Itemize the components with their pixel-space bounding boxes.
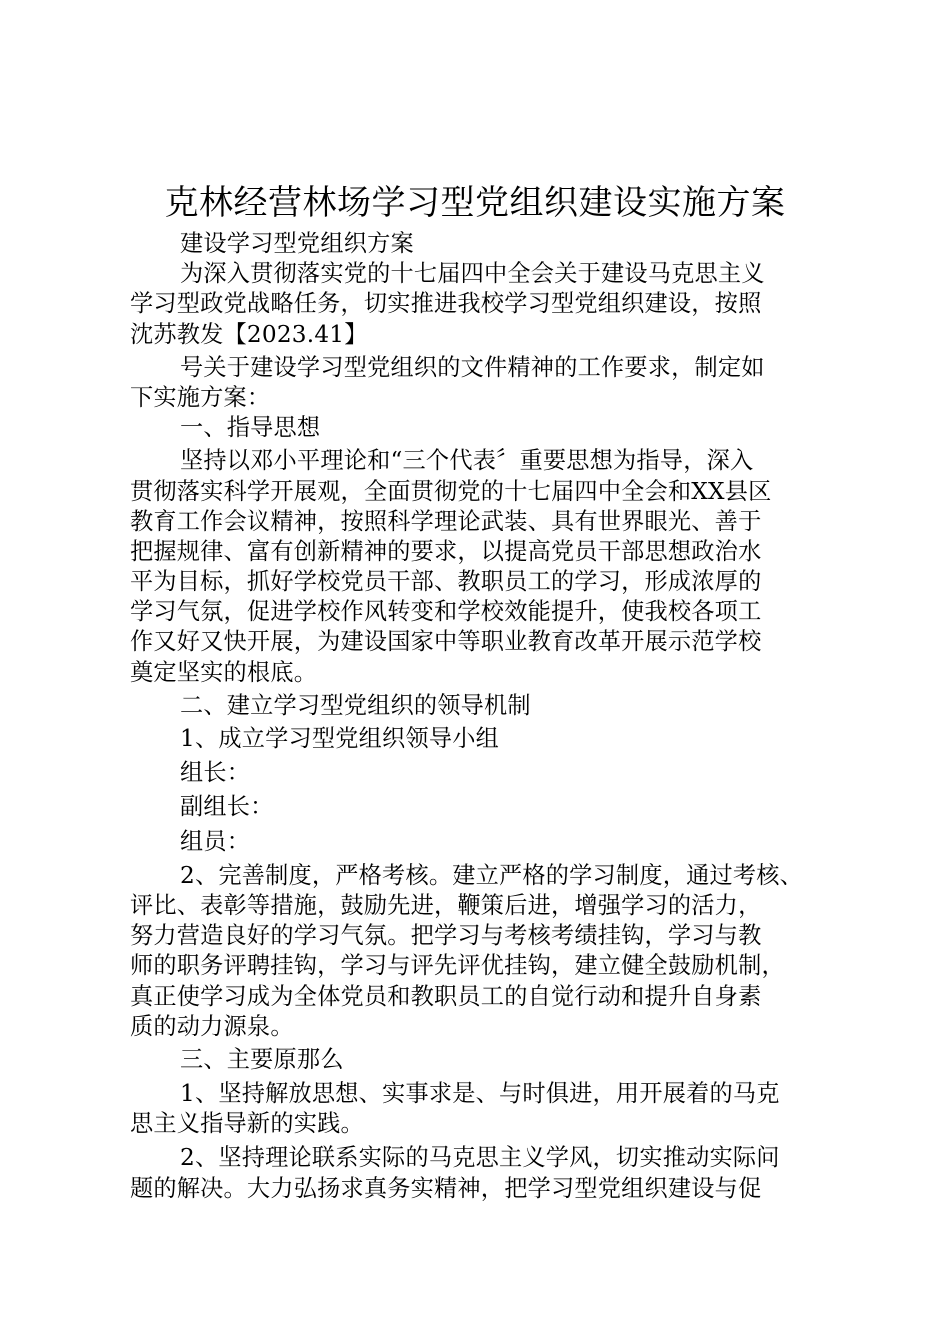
paragraph-line: 质的动力源泉。 xyxy=(130,1012,294,1040)
paragraph-line: 题的解决。大力弘扬求真务实精神，把学习型党组织建设与促 xyxy=(130,1174,762,1202)
paragraph-line: 作又好又快开展，为建设国家中等职业教育改革开展示范学校 xyxy=(130,628,762,656)
paragraph-line: 1、坚持解放思想、实事求是、与时俱进，用开展着的马克 xyxy=(180,1080,780,1108)
paragraph-line: 为深入贯彻落实党的十七届四中全会关于建设马克思主义 xyxy=(180,260,765,288)
section-heading: 一、指导思想 xyxy=(180,414,321,442)
document-title: 克林经营林场学习型党组织建设实施方案 xyxy=(164,183,786,223)
paragraph-line: 号关于建设学习型党组织的文件精神的工作要求，制定如 xyxy=(180,353,765,381)
document-body xyxy=(130,229,830,1204)
member-label-deputy: 副组长： xyxy=(180,793,274,821)
paragraph-line: 真正使学习成为全体党员和教职员工的自觉行动和提升自身素 xyxy=(130,982,762,1010)
member-label-members: 组员： xyxy=(180,827,251,855)
paragraph-line: 师的职务评聘挂钩，学习与评先评优挂钩，建立健全鼓励机制， xyxy=(130,952,785,980)
paragraph-line: 2、完善制度，严格考核。建立严格的学习制度，通过考核、 xyxy=(180,861,804,889)
paragraph-line: 2、坚持理论联系实际的马克思主义学风，切实推动实际问 xyxy=(180,1144,780,1172)
paragraph-line: 坚持以邓小平理论和“三个代表〞重要思想为指导，深入 xyxy=(180,447,754,475)
member-label-leader: 组长： xyxy=(180,759,251,787)
paragraph-line: 下实施方案： xyxy=(130,383,271,411)
paragraph-line: 奠定坚实的根底。 xyxy=(130,658,318,686)
paragraph-line: 努力营造良好的学习气氛。把学习与考核考绩挂钩，学习与教 xyxy=(130,922,762,950)
paragraph-line: 贯彻落实科学开展观，全面贯彻党的十七届四中全会和XX县区 xyxy=(130,477,772,505)
paragraph-line: 平为目标，抓好学校党员干部、教职员工的学习，形成浓厚的 xyxy=(130,568,762,596)
paragraph-line: 思主义指导新的实践。 xyxy=(130,1110,364,1138)
paragraph-line: 建设学习型党组织方案 xyxy=(180,230,414,257)
paragraph-line: 沈苏教发【2023.41】 xyxy=(130,320,368,348)
paragraph-line: 把握规律、富有创新精神的要求，以提高党员干部思想政治水 xyxy=(130,537,762,565)
paragraph-line: 教育工作会议精神，按照科学理论武装、具有世界眼光、善于 xyxy=(130,507,762,535)
paragraph-line: 学习型政党战略任务，切实推进我校学习型党组织建设，按照 xyxy=(130,290,762,318)
subsection-heading: 1、成立学习型党组织领导小组 xyxy=(180,725,499,752)
paragraph-line: 评比、表彰等措施，鼓励先进，鞭策后进，增强学习的活力， xyxy=(130,891,762,919)
paragraph-line: 学习气氛，促进学校作风转变和学校效能提升，使我校各项工 xyxy=(130,598,762,626)
section-heading: 二、建立学习型党组织的领导机制 xyxy=(180,691,531,719)
section-heading: 三、主要原那么 xyxy=(180,1045,344,1073)
